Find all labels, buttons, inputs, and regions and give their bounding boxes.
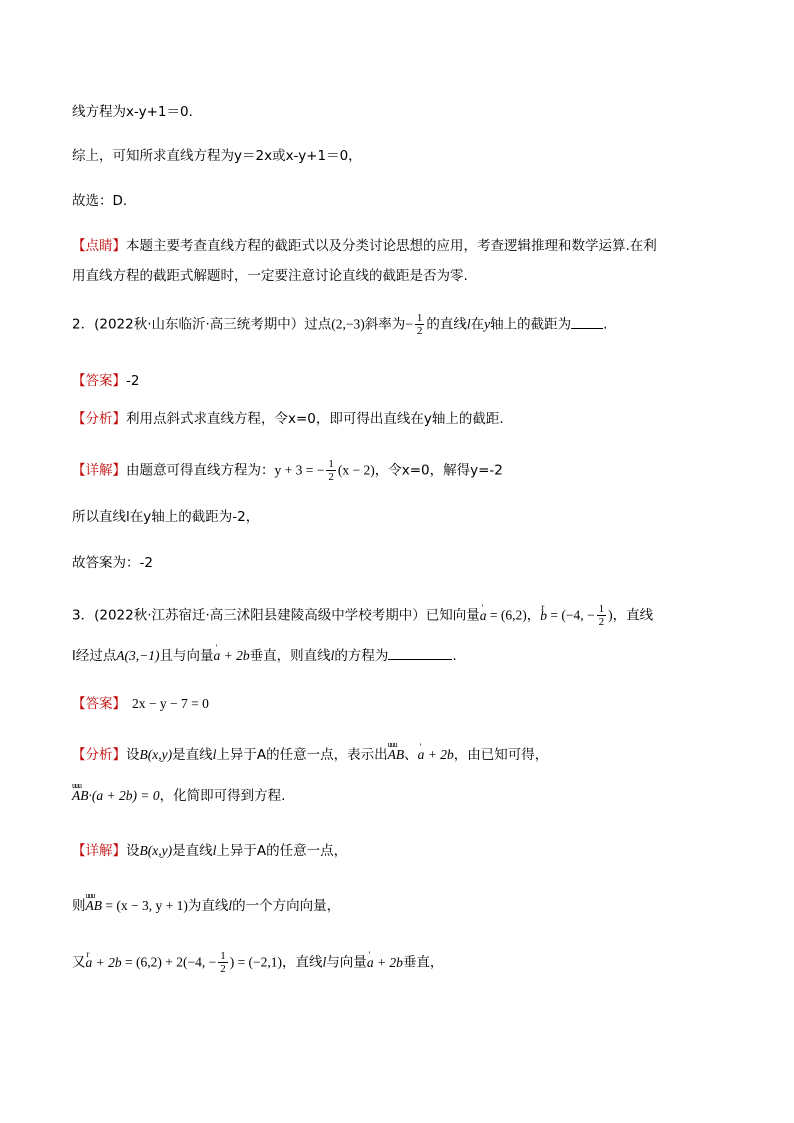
- answer-text: -2: [126, 373, 140, 389]
- var-l: l: [322, 954, 327, 970]
- point: B(x,y): [139, 843, 173, 858]
- remark-text: 用直线方程的截距式解题时，一定要注意讨论直线的截距是否为零.: [72, 268, 468, 284]
- text: 是直线: [172, 843, 213, 859]
- vector-b: r b: [540, 606, 547, 626]
- conclusion-text: 所以直线l在y轴上的截距为-2，: [72, 509, 260, 525]
- text: 则: [72, 898, 86, 914]
- detail-text: ，令x=0，解得y=-2: [374, 462, 503, 479]
- equation-text: 线方程为x-y+1＝0.: [72, 104, 193, 120]
- point: A(3,−1): [116, 648, 160, 663]
- vector-expr: ' a + 2b: [214, 646, 250, 666]
- text: 且与向量: [159, 648, 214, 664]
- answer-line: [72, 694, 209, 714]
- text: 轴上的截距为: [490, 316, 572, 333]
- text: 斜率为: [364, 316, 406, 333]
- text: 垂直，: [402, 954, 444, 971]
- equation: ) = (−2,1): [229, 954, 283, 970]
- analysis-line: [72, 786, 285, 806]
- analysis-text: 利用点斜式求直线方程，令x=0，即可得出直线在y轴上的截距.: [126, 411, 504, 427]
- question-2: 2．(2022秋·山东临沂·高三统考期中）过点(2,−3)斜率为− $\frac{1}{2}$ 的直线l在y轴上的截距为 .: [72, 312, 608, 337]
- answer-tag: 【答案】: [72, 696, 126, 712]
- text: 、: [404, 747, 418, 763]
- var-l: l: [212, 843, 217, 858]
- text: 为直线: [187, 898, 229, 914]
- equation: = (6,2) + 2(−4, −: [121, 954, 217, 970]
- text: ，直线: [612, 607, 654, 624]
- remark-line: [72, 266, 468, 286]
- text: 的直线: [426, 316, 467, 333]
- remark-text: 本题主要考查直线方程的截距式以及分类讨论思想的应用，考查逻辑推理和数学运算.在利: [126, 238, 657, 254]
- text: 设: [126, 747, 140, 763]
- text: l经过点: [72, 648, 117, 664]
- text-line: [72, 191, 127, 211]
- dot-product-expr: uuu AB·(a + 2b) = 0: [72, 786, 160, 806]
- analysis-tag: 【分析】: [72, 411, 126, 427]
- detail-tag: 【详解】: [72, 462, 126, 479]
- text-line: [72, 102, 193, 122]
- text: .: [452, 648, 457, 664]
- fraction: $\frac{1}{2}$: [328, 458, 334, 483]
- point: (2,−3): [331, 316, 365, 332]
- detail-line: [72, 950, 443, 975]
- text: 上异于A的任意一点，: [216, 843, 348, 859]
- text: ，: [526, 607, 541, 624]
- vector-value: = (x − 3, y + 1): [102, 898, 188, 913]
- analysis-tag: 【分析】: [72, 747, 126, 763]
- var-y: y: [484, 316, 491, 332]
- equation: y + 3 = −: [274, 462, 325, 478]
- analysis-line: [72, 409, 504, 429]
- equation: (x − 2): [337, 462, 375, 478]
- final-answer-text: 故答案为：-2: [72, 555, 153, 571]
- var-l: l: [212, 747, 217, 762]
- vector-a: ' a: [480, 606, 487, 626]
- vector-ab: uuu AB: [86, 896, 103, 916]
- text-line: [72, 553, 153, 573]
- text: ，直线: [282, 954, 323, 971]
- text: 与向量: [326, 954, 367, 971]
- var-l: l: [466, 316, 471, 332]
- text: 垂直，则直线: [249, 648, 331, 664]
- conclusion-text: 综上，可知所求直线方程为y＝2x或x-y+1＝0，: [72, 148, 362, 164]
- vector-expr: ' a + 2b: [418, 745, 454, 765]
- detail-line: [72, 458, 503, 483]
- question-3: [72, 603, 653, 628]
- text: 设: [126, 843, 140, 859]
- detail-text: 由题意可得直线方程为：: [126, 462, 275, 479]
- text-line: [72, 507, 259, 527]
- vector-sum: r a + 2b: [86, 953, 122, 973]
- text: 的一个方向向量，: [232, 898, 341, 914]
- question-header: 3．(2022秋·江苏宿迁·高三沭阳县建陵高级中学校考期中）已知向量: [72, 607, 480, 624]
- answer-blank: [388, 645, 452, 660]
- point: B(x,y): [139, 747, 173, 762]
- detail-tag: 【详解】: [72, 843, 126, 859]
- answer-blank: [571, 314, 603, 329]
- vector-ab: uuu AB: [388, 745, 405, 765]
- text: 在: [470, 316, 485, 333]
- text: ，由已知可得，: [453, 747, 549, 763]
- remark-line: [72, 236, 657, 256]
- detail-line: [72, 841, 347, 861]
- vector-value: = (6,2): [486, 607, 527, 623]
- vector-expr: ' a + 2b: [367, 953, 403, 973]
- vector-value: = (−4, −: [547, 607, 595, 623]
- fraction: $\frac{1}{2}$: [220, 950, 226, 975]
- fraction: $\frac{1}{2}$: [598, 603, 605, 628]
- answer-tag: 【答案】: [72, 373, 126, 389]
- fraction: $\frac{1}{2}$: [416, 312, 423, 337]
- text: 上异于A的任意一点，表示出: [216, 747, 388, 763]
- question-header: 2．(2022秋·山东临沂·高三统考期中）过点: [72, 316, 332, 333]
- answer-line: [72, 371, 139, 391]
- question-3-cont: [72, 645, 457, 666]
- answer-text: 2x − y − 7 = 0: [132, 696, 209, 711]
- text: 的方程为: [334, 648, 389, 664]
- remark-tag: 【点睛】: [72, 238, 126, 254]
- var-l: l: [228, 898, 233, 913]
- text: 是直线: [172, 747, 213, 763]
- detail-line: [72, 896, 340, 916]
- choice-text: 故选：D.: [72, 193, 128, 209]
- text: .: [603, 316, 608, 333]
- text: 又: [72, 954, 86, 971]
- text: ，化简即可得到方程.: [159, 788, 286, 804]
- analysis-line: [72, 745, 548, 765]
- var-l: l: [330, 648, 335, 663]
- vector-value: ): [608, 607, 613, 623]
- text-line: [72, 146, 362, 166]
